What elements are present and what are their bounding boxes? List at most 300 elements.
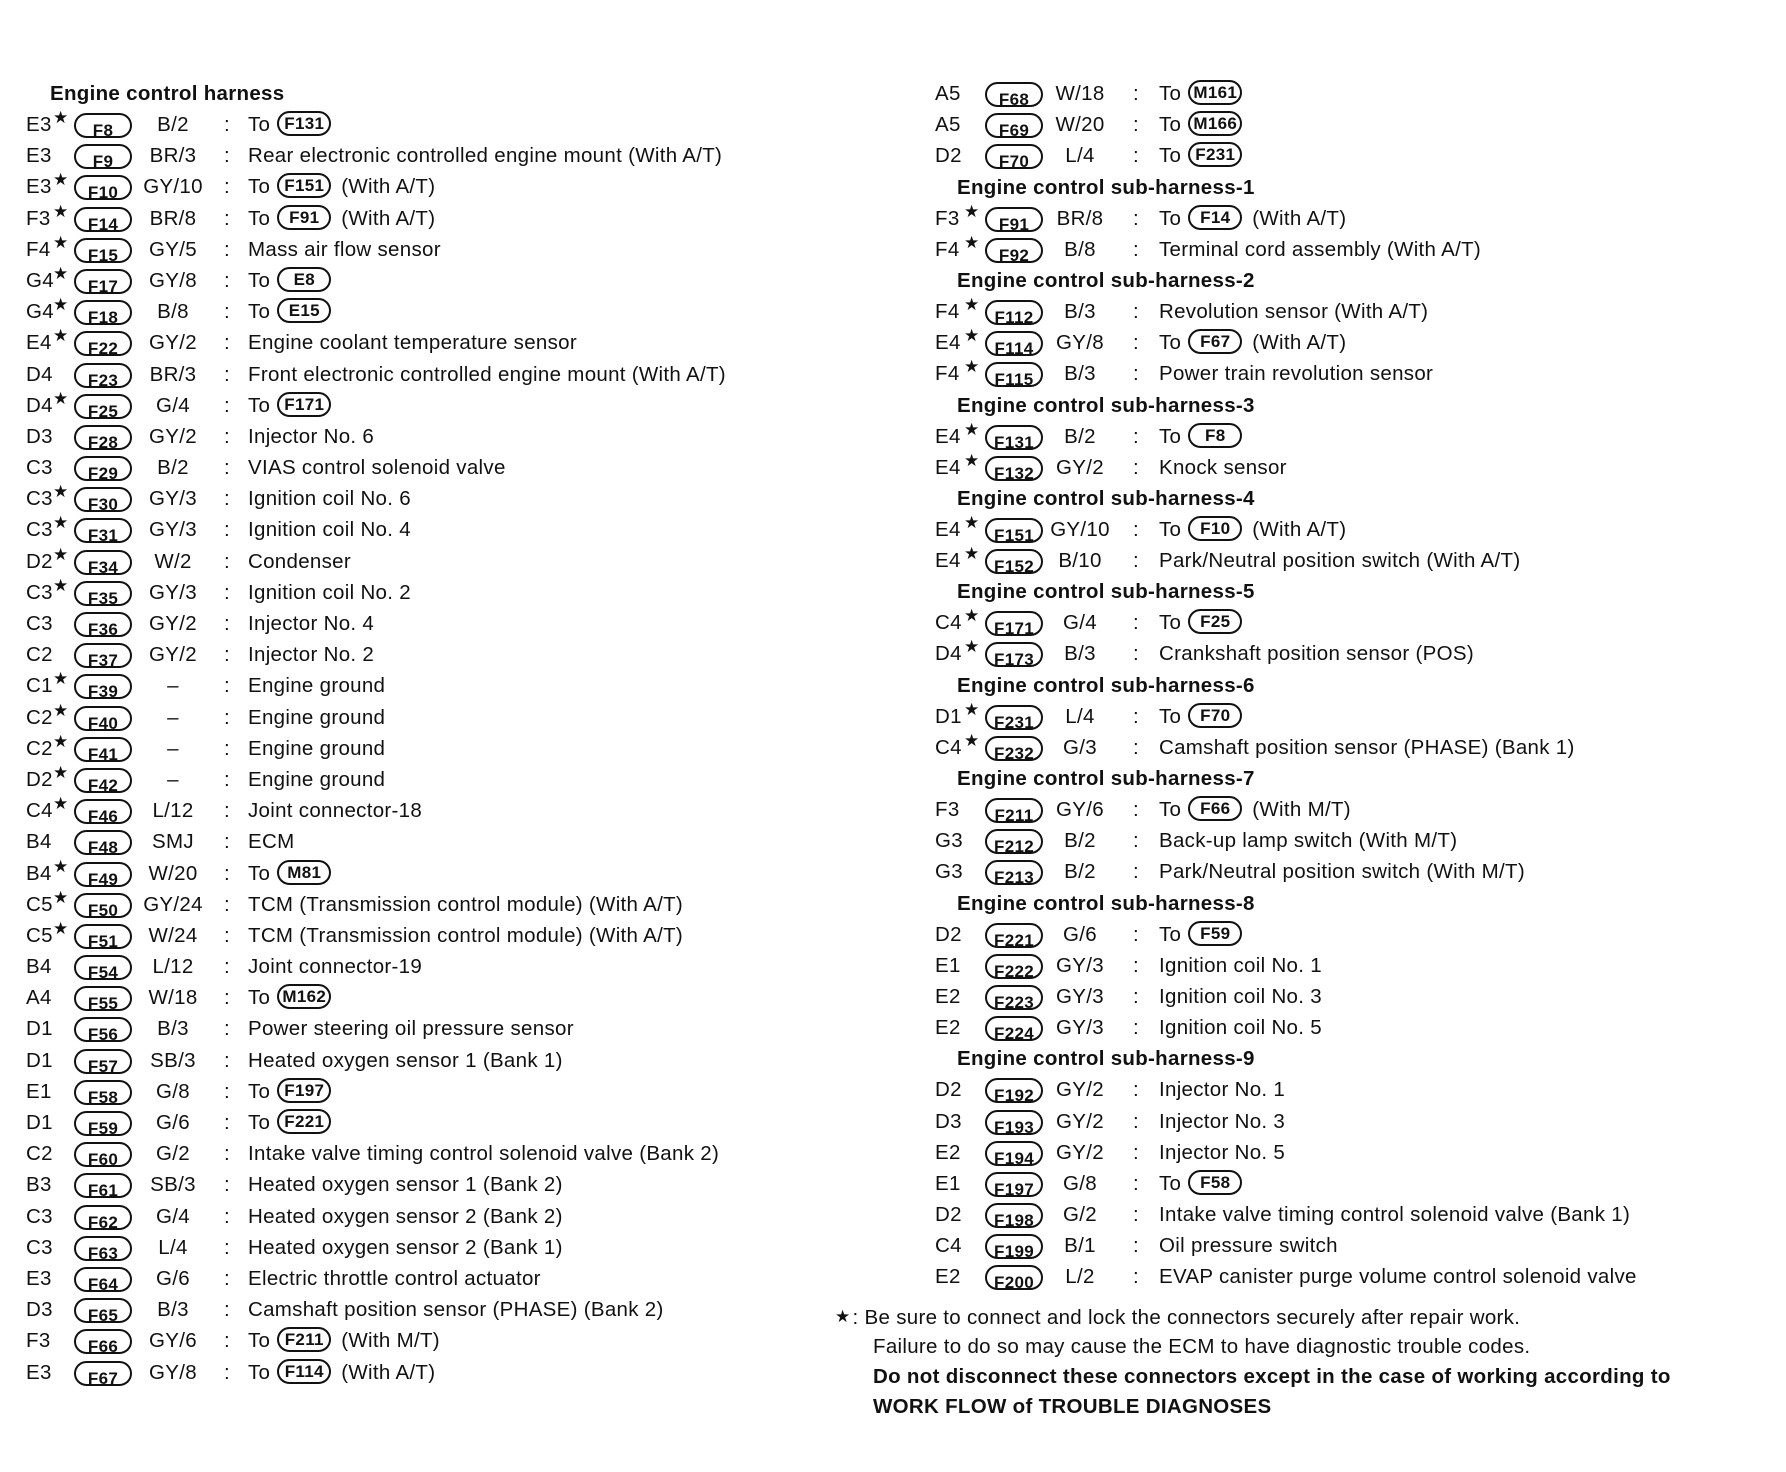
wire-spec: B/2 <box>157 456 189 480</box>
wire-spec: G/6 <box>1063 922 1097 946</box>
connector-description <box>248 390 331 421</box>
connector-description <box>248 1201 563 1232</box>
grid-location: D3 <box>935 1109 962 1133</box>
wire-spec: GY/2 <box>149 612 197 635</box>
wire-spec: GY/2 <box>149 643 197 667</box>
connector-badge: F64 <box>74 1267 132 1292</box>
description-text: Ignition coil No. 5 <box>1159 1016 1322 1040</box>
star-icon: ★ <box>53 108 69 127</box>
footnote-line-1 <box>835 1302 1765 1332</box>
connector-badge: F212 <box>985 829 1043 854</box>
star-icon: ★ <box>53 575 69 595</box>
colon-separator: : <box>1133 984 1139 1008</box>
connector-badge: F51 <box>74 924 132 949</box>
target-connector-badge: F231 <box>1188 142 1242 167</box>
section-title: Engine control sub-harness-1 <box>957 175 1255 199</box>
footnote-line-2: Failure to do so may cause the ECM to have diagnostic trouble codes. <box>873 1335 1531 1358</box>
grid-location: E2 <box>935 1265 961 1289</box>
colon-separator: : <box>1133 860 1139 884</box>
connector-description <box>1159 296 1428 327</box>
connector-badge: F37 <box>74 643 132 668</box>
description-text: Crankshaft position sensor (POS) <box>1159 642 1474 666</box>
grid-location: D4 <box>26 362 53 386</box>
connector-badge: F112 <box>985 300 1043 325</box>
description-text: Heated oxygen sensor 1 (Bank 2) <box>248 1173 563 1197</box>
connector-row <box>935 1199 1765 1230</box>
wire-spec: GY/3 <box>149 487 197 511</box>
target-connector-badge: M162 <box>277 984 331 1009</box>
connector-description <box>1159 78 1242 109</box>
connector-description <box>1159 701 1242 732</box>
wire-spec: GY/2 <box>1056 455 1104 479</box>
colon-separator: : <box>224 1235 230 1259</box>
grid-location: A4 <box>26 986 52 1010</box>
connector-description <box>248 608 374 639</box>
description-text: To <box>1159 611 1182 635</box>
connector-badge: F65 <box>74 1298 132 1323</box>
star-icon: ★ <box>53 232 69 252</box>
colon-separator: : <box>224 705 230 729</box>
wire-spec: GY/3 <box>1056 1016 1104 1040</box>
grid-location: C4 <box>935 1234 962 1258</box>
connector-row <box>26 1325 786 1356</box>
connector-badge: F197 <box>985 1172 1043 1197</box>
connector-row <box>935 234 1765 265</box>
description-text: Joint connector-19 <box>248 955 423 979</box>
star-icon: ★ <box>53 201 69 221</box>
connector-badge: F223 <box>985 985 1043 1010</box>
wire-spec: G/6 <box>156 1266 190 1290</box>
colon-separator: : <box>224 1048 230 1072</box>
description-suffix: (With A/T) <box>1252 517 1347 541</box>
target-connector-badge: M166 <box>1188 111 1242 136</box>
description-text: Intake valve timing control solenoid valve (Bank 2) <box>248 1142 720 1166</box>
description-text: Park/Neutral position switch (With A/T) <box>1159 549 1521 573</box>
connector-row <box>26 1169 786 1200</box>
star-icon: ★ <box>53 887 69 907</box>
connector-row <box>26 577 786 608</box>
star-icon: ★ <box>964 326 980 346</box>
connector-row <box>26 140 786 171</box>
star-icon: ★ <box>53 794 69 814</box>
connector-description <box>1159 607 1242 638</box>
connector-badge: F48 <box>74 830 132 855</box>
connector-description <box>248 1045 563 1076</box>
connector-row <box>935 452 1765 483</box>
wire-spec: GY/2 <box>149 424 197 448</box>
connector-description <box>248 452 506 483</box>
wire-spec: BR/3 <box>149 144 197 168</box>
colon-separator: : <box>224 643 230 667</box>
connector-badge: F67 <box>74 1361 132 1386</box>
description-text: To <box>1159 704 1182 728</box>
connector-badge: F59 <box>74 1111 132 1136</box>
colon-separator: : <box>1133 1016 1139 1040</box>
connector-row <box>26 982 786 1013</box>
star-icon: ★ <box>53 482 69 502</box>
colon-separator: : <box>224 1017 230 1041</box>
grid-location: E1 <box>935 1171 961 1195</box>
colon-separator: : <box>224 923 230 947</box>
connector-badge: F10 <box>74 175 132 200</box>
connector-badge: F192 <box>985 1078 1043 1103</box>
connector-badge: F58 <box>74 1080 132 1105</box>
connector-description <box>248 733 385 764</box>
connector-badge: F14 <box>74 207 132 232</box>
star-icon: ★ <box>53 513 69 533</box>
wire-spec: G/6 <box>156 1111 190 1134</box>
connector-row <box>935 1106 1765 1137</box>
connector-badge: F70 <box>985 144 1043 169</box>
description-text: To <box>1159 113 1182 137</box>
connector-row <box>935 701 1765 732</box>
connector-description <box>1159 794 1351 825</box>
connector-badge: F29 <box>74 456 132 481</box>
grid-location: C3 <box>26 1235 53 1259</box>
grid-location: F3 <box>26 1329 51 1353</box>
colon-separator: : <box>1133 829 1139 853</box>
colon-separator: : <box>224 331 230 355</box>
connector-row <box>935 1261 1765 1292</box>
star-icon: ★ <box>964 544 980 564</box>
footnote-line-4: WORK FLOW of TROUBLE DIAGNOSES <box>873 1395 1272 1418</box>
connector-badge: F171 <box>985 611 1043 636</box>
connector-row <box>26 608 786 639</box>
wire-spec: L/4 <box>158 1235 188 1259</box>
connector-badge: F91 <box>985 207 1043 232</box>
star-icon: ★ <box>964 201 980 221</box>
connector-badge: F60 <box>74 1142 132 1167</box>
description-text: EVAP canister purge volume control solenoid valve <box>1159 1265 1637 1289</box>
description-suffix: (With A/T) <box>341 206 436 230</box>
colon-separator: : <box>224 674 230 698</box>
connector-description <box>248 514 411 545</box>
grid-location: C3 <box>26 518 53 542</box>
description-text: Injector No. 6 <box>248 424 375 448</box>
grid-location: E4 <box>935 517 961 541</box>
connector-row <box>26 1201 786 1232</box>
connector-description <box>248 1107 331 1138</box>
wire-spec: SB/3 <box>150 1048 196 1072</box>
grid-location: D2 <box>935 144 962 168</box>
description-text: Injector No. 5 <box>1159 1140 1286 1164</box>
connector-badge: F151 <box>985 518 1043 543</box>
wire-spec: B/3 <box>157 1017 189 1041</box>
grid-location: C3 <box>26 487 53 511</box>
colon-separator: : <box>224 892 230 916</box>
colon-separator: : <box>224 268 230 292</box>
footnote-colon: : <box>852 1306 859 1329</box>
description-text: Joint connector-18 <box>248 799 423 823</box>
connector-row <box>26 795 786 826</box>
grid-location: E4 <box>935 331 961 355</box>
connector-description <box>248 982 331 1013</box>
connector-description <box>1159 950 1322 981</box>
description-text: To <box>1159 331 1182 355</box>
star-icon: ★ <box>964 419 980 439</box>
grid-location: D2 <box>26 767 53 791</box>
star-icon: ★ <box>53 544 69 564</box>
connector-badge: F9 <box>74 144 132 169</box>
connector-row <box>26 546 786 577</box>
target-connector-badge: F14 <box>1188 205 1242 230</box>
connector-row <box>935 1137 1765 1168</box>
grid-location: E2 <box>935 1016 961 1040</box>
description-text: To <box>248 300 271 324</box>
grid-location: C5 <box>26 923 53 947</box>
section-title: Engine control sub-harness-3 <box>957 393 1255 417</box>
wire-spec: SMJ <box>152 830 194 854</box>
colon-separator: : <box>224 955 230 979</box>
connector-description <box>248 1013 574 1044</box>
grid-location: E4 <box>26 331 52 355</box>
description-text: Camshaft position sensor (PHASE) (Bank 1) <box>1159 735 1575 759</box>
wire-spec: GY/6 <box>149 1329 197 1353</box>
grid-location: D2 <box>935 922 962 946</box>
connector-badge: F63 <box>74 1236 132 1261</box>
connector-description <box>1159 203 1346 234</box>
target-connector-badge: F70 <box>1188 703 1242 728</box>
grid-location: G4 <box>26 300 54 324</box>
footnote-line-3: Do not disconnect these connectors except in the case of working according to <box>873 1365 1671 1388</box>
star-icon: ★ <box>53 762 69 782</box>
connector-description <box>248 171 435 202</box>
connector-badge: F92 <box>985 238 1043 263</box>
description-text: To <box>1159 517 1182 541</box>
connector-description <box>248 920 683 951</box>
colon-separator: : <box>224 144 230 168</box>
connector-badge: F66 <box>74 1329 132 1354</box>
wire-spec: GY/8 <box>149 268 197 292</box>
connector-row <box>26 203 786 234</box>
grid-location: B4 <box>26 861 52 885</box>
connector-row <box>26 1076 786 1107</box>
colon-separator: : <box>1133 424 1139 448</box>
connector-description <box>248 889 683 920</box>
colon-separator: : <box>224 861 230 885</box>
connector-description <box>248 483 411 514</box>
connector-row <box>26 1013 786 1044</box>
connector-badge: F8 <box>74 113 132 138</box>
star-icon: ★ <box>53 731 69 751</box>
grid-location: D3 <box>26 1298 53 1322</box>
connector-row <box>935 794 1765 825</box>
grid-location: C4 <box>26 799 53 823</box>
connector-row <box>26 421 786 452</box>
colon-separator: : <box>224 612 230 635</box>
colon-separator: : <box>224 487 230 511</box>
description-text: To <box>1159 424 1182 448</box>
wire-spec: B/10 <box>1058 549 1102 573</box>
star-icon: ★ <box>964 357 980 377</box>
connector-description <box>248 1294 664 1325</box>
connector-badge: F115 <box>985 362 1043 387</box>
grid-location: B4 <box>26 955 52 979</box>
connector-badge: F25 <box>74 394 132 419</box>
connector-description <box>1159 1106 1285 1137</box>
connector-badge: F213 <box>985 860 1043 885</box>
colon-separator: : <box>224 1329 230 1353</box>
connector-badge: F30 <box>74 487 132 512</box>
wire-spec: GY/3 <box>149 580 197 604</box>
grid-location: G3 <box>935 860 963 884</box>
wire-spec: B/2 <box>1064 860 1096 884</box>
wire-spec: – <box>167 674 179 698</box>
description-text: Camshaft position sensor (PHASE) (Bank 2) <box>248 1298 664 1322</box>
grid-location: C2 <box>26 736 53 760</box>
connector-badge: F132 <box>985 456 1043 481</box>
connector-badge: F152 <box>985 549 1043 574</box>
connector-row <box>935 825 1765 856</box>
connector-description <box>248 1263 541 1294</box>
description-text: Power steering oil pressure sensor <box>248 1017 574 1041</box>
grid-location: D1 <box>26 1111 53 1134</box>
target-connector-badge: M81 <box>277 860 331 885</box>
connector-row <box>26 889 786 920</box>
wire-spec: GY/6 <box>1056 798 1104 821</box>
description-text: To <box>1159 922 1182 946</box>
description-text: VIAS control solenoid valve <box>248 456 506 480</box>
connector-row <box>935 78 1765 109</box>
connector-description <box>1159 1074 1285 1105</box>
wire-spec: B/3 <box>1064 299 1096 323</box>
connector-row <box>935 950 1765 981</box>
wire-spec: G/4 <box>1063 611 1097 635</box>
description-text: Engine ground <box>248 705 386 729</box>
colon-separator: : <box>1133 1109 1139 1133</box>
description-text: Injector No. 4 <box>248 612 375 635</box>
connector-badge: F61 <box>74 1173 132 1198</box>
grid-location: D2 <box>935 1078 962 1102</box>
connector-description <box>1159 421 1242 452</box>
description-text: To <box>248 1079 271 1103</box>
wire-spec: B/2 <box>1064 829 1096 853</box>
section-title-engine-control-harness: Engine control harness <box>50 82 285 105</box>
target-connector-badge: F211 <box>277 1327 331 1352</box>
grid-location: F3 <box>935 798 960 821</box>
connector-description <box>248 1357 435 1388</box>
connector-badge: F221 <box>985 923 1043 948</box>
wire-spec: B/3 <box>1064 642 1096 666</box>
connector-row <box>935 545 1765 576</box>
connector-row <box>935 421 1765 452</box>
star-icon: ★ <box>964 450 980 470</box>
grid-location: F3 <box>26 206 51 230</box>
wire-spec: B/3 <box>157 1298 189 1322</box>
grid-location: F4 <box>935 237 960 261</box>
description-text: Mass air flow sensor <box>248 237 441 261</box>
connector-description <box>248 951 422 982</box>
wire-spec: G/8 <box>156 1079 190 1103</box>
connector-badge: F46 <box>74 799 132 824</box>
star-icon: ★ <box>964 606 980 626</box>
connector-row <box>26 359 786 390</box>
connector-badge: F15 <box>74 238 132 263</box>
target-connector-badge: F131 <box>277 111 331 136</box>
wire-spec: GY/3 <box>1056 953 1104 977</box>
connector-row <box>26 1357 786 1388</box>
connector-row <box>26 483 786 514</box>
colon-separator: : <box>224 767 230 791</box>
connector-row <box>26 1138 786 1169</box>
target-connector-badge: F8 <box>1188 423 1242 448</box>
connector-description <box>248 140 722 171</box>
description-text: TCM (Transmission control module) (With A/T) <box>248 892 684 916</box>
grid-location: D3 <box>26 424 53 448</box>
description-text: To <box>1159 1171 1182 1195</box>
description-text: Back-up lamp switch (With M/T) <box>1159 829 1458 853</box>
colon-separator: : <box>1133 1265 1139 1289</box>
connector-badge: F62 <box>74 1205 132 1230</box>
colon-separator: : <box>224 456 230 480</box>
grid-location: D4 <box>26 393 53 417</box>
wire-spec: GY/24 <box>143 892 203 916</box>
grid-location: C4 <box>935 735 962 759</box>
colon-separator: : <box>224 424 230 448</box>
grid-location: E4 <box>935 549 961 573</box>
wire-spec: GY/8 <box>1056 331 1104 355</box>
grid-location: D2 <box>935 1203 962 1227</box>
colon-separator: : <box>1133 953 1139 977</box>
connector-row <box>935 732 1765 763</box>
connector-badge: F49 <box>74 862 132 887</box>
wire-spec: W/2 <box>154 549 192 573</box>
description-text: TCM (Transmission control module) (With A/T) <box>248 923 684 947</box>
colon-separator: : <box>1133 922 1139 946</box>
description-text: To <box>248 175 271 199</box>
description-text: To <box>248 206 271 230</box>
description-text: Engine ground <box>248 674 386 698</box>
wire-spec: GY/2 <box>1056 1109 1104 1133</box>
connector-row <box>26 1232 786 1263</box>
colon-separator: : <box>224 549 230 573</box>
connector-badge: F231 <box>985 705 1043 730</box>
connector-description <box>1159 856 1525 887</box>
star-icon: ★ <box>835 1307 851 1326</box>
target-connector-badge: F221 <box>277 1109 331 1134</box>
description-text: Intake valve timing control solenoid valve (Bank 1) <box>1159 1203 1631 1227</box>
colon-separator: : <box>1133 642 1139 666</box>
description-text: To <box>248 986 271 1010</box>
connector-row <box>26 171 786 202</box>
connector-row <box>935 140 1765 171</box>
grid-location: D1 <box>935 704 962 728</box>
description-text: Rear electronic controlled engine mount (With A/T) <box>248 144 723 168</box>
wire-spec: BR/8 <box>149 206 197 230</box>
description-text: To <box>248 861 271 885</box>
wire-spec: G/4 <box>156 393 190 417</box>
colon-separator: : <box>224 1360 230 1384</box>
wire-spec: SB/3 <box>150 1173 196 1197</box>
star-icon: ★ <box>53 700 69 720</box>
connector-description <box>1159 825 1457 856</box>
wire-spec: B/2 <box>1064 424 1096 448</box>
connector-badge: F131 <box>985 425 1043 450</box>
connector-badge: F199 <box>985 1234 1043 1259</box>
connector-description <box>248 1325 440 1356</box>
grid-location: E2 <box>935 984 961 1008</box>
grid-location: C1 <box>26 674 53 698</box>
connector-description <box>248 826 294 857</box>
description-suffix: (With A/T) <box>341 1360 436 1384</box>
star-icon: ★ <box>53 170 69 190</box>
star-icon: ★ <box>964 512 980 532</box>
colon-separator: : <box>224 206 230 230</box>
wire-spec: BR/3 <box>149 362 197 386</box>
description-text: To <box>1159 798 1182 821</box>
connector-description <box>1159 109 1242 140</box>
colon-separator: : <box>224 986 230 1010</box>
